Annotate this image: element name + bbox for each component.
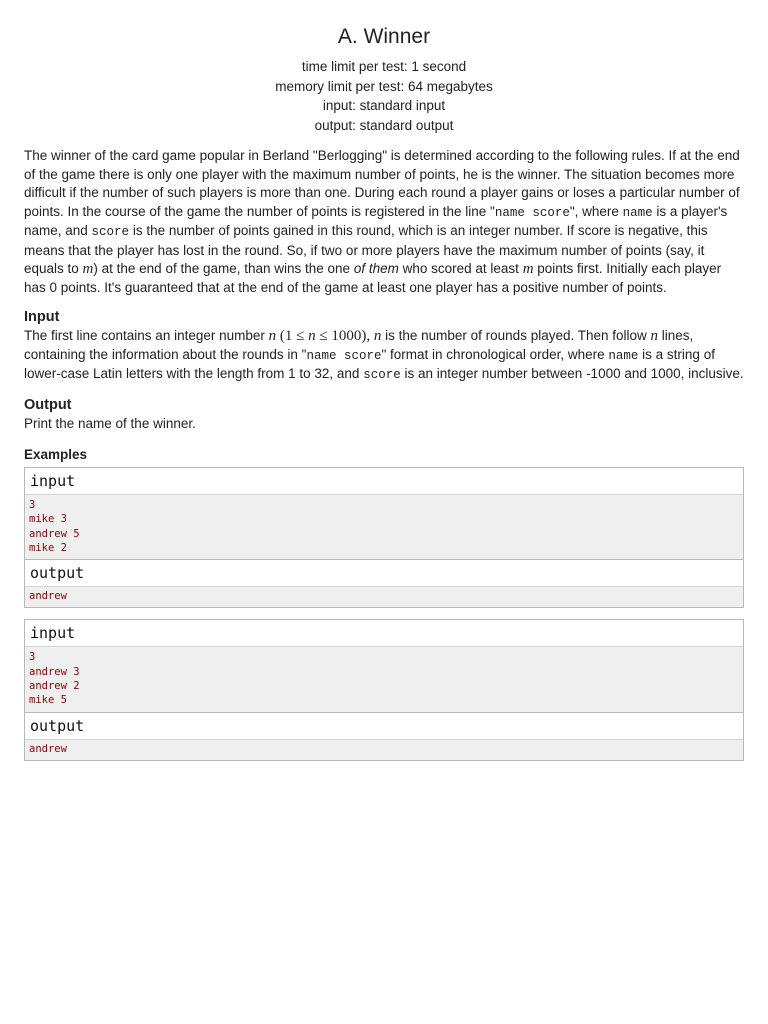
legend-paragraph: The winner of the card game popular in Berland "Berlogging" is determined according to the following rules. If at the end of the game there is only one player with the maximum number of points, he is the winner. The situation becomes more difficult if the number of such players is more than one. During each round a player gains or loses a particular number of points. In the course of the game the number of points is registered in the line "name score", where name is a player's name, and score is the number of points gained in this round, which is an integer number. If score is negative, this means that the player has lost in the round. So, if two or more players have the maximum number of points (say, it equals to m) at the end of the game, than wins the one of them who scored at least m points first. Initially each player has 0 points. It's guaranteed that at the end of the game at least one player has a positive number of points. [24, 148, 740, 295]
output-file: output: standard output [314, 117, 454, 133]
example-2 [24, 619, 744, 760]
example-input-label: input [25, 620, 743, 646]
problem-statement [24, 22, 744, 761]
examples-title: Examples [24, 447, 88, 462]
output-specification [24, 396, 744, 434]
output-section-title: Output [24, 396, 72, 413]
input-section-text: The first line contains an integer number n (1 ≤ n ≤ 1000), n is the number of rounds played. Then follow n lines, containing the information about the rounds in "name score" format in chronological order, where name is a string of lower-case Latin letters with the length from 1 to 32, and score is an integer number between -1000 and 1000, inclusive. [24, 328, 744, 382]
example-output-label: output [25, 713, 743, 739]
input-specification [24, 308, 744, 385]
input-section-title: Input [24, 309, 60, 325]
input-file: input: standard input [322, 98, 446, 113]
example-input-label: input [25, 468, 743, 494]
example-output-data[interactable]: andrew [25, 586, 743, 607]
memory-limit: memory limit per test: 64 megabytes [275, 78, 493, 94]
time-limit: time limit per test: 1 second [301, 59, 467, 74]
output-section-text: Print the name of the winner. [24, 415, 196, 431]
example-output-label: output [25, 560, 743, 586]
problem-header [24, 22, 744, 135]
problem-title: A. Winner [337, 25, 431, 48]
example-input-data[interactable]: 3 andrew 3 andrew 2 mike 5 [25, 646, 743, 711]
example-input-data[interactable]: 3 mike 3 andrew 5 mike 2 [25, 494, 743, 559]
legend [24, 147, 744, 297]
example-output-data[interactable]: andrew [25, 739, 743, 760]
example-1 [24, 467, 744, 608]
